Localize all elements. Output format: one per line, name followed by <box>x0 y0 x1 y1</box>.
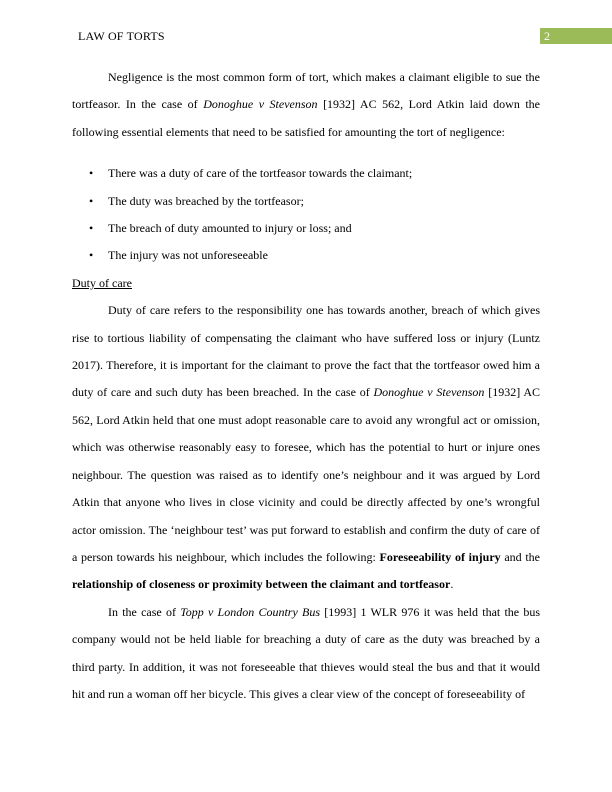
topp-paragraph <box>72 599 540 709</box>
case-citation: Donoghue v Stevenson <box>203 97 318 112</box>
duty-paragraph <box>72 297 540 598</box>
list-item-text: The injury was not unforeseeable <box>108 248 268 263</box>
list-item-text: The duty was breached by the tortfeasor; <box>108 193 304 208</box>
list-item-text: There was a duty of care of the tortfeasor towards the claimant; <box>108 166 413 181</box>
topp-text: In the case of <box>108 604 181 619</box>
list-item <box>72 160 540 187</box>
case-citation: Topp v London Country Bus <box>180 604 321 619</box>
duty-text-cont: [1932] AC 562, Lord Atkin held that one must adopt reasonable care to avoid any wrongful act or omission, which was otherwise reasonably easy to foresee, which has the potential to hurt or injure ones neighbour. The question was raised as to identify one’s neighbour and it was argued by Lord Atkin that anyone who lives in close vicinity and could be directly affected by one’s wrongful actor omission. The ‘neighbour test’ was put forward to establish and confirm the duty of care of a person towards his neighbour, which includes the following: <box>72 385 540 564</box>
intro-text: Negligence is the most common form of tort, which makes a claimant eligible to sue the tortfeasor. In the case of <box>72 70 540 112</box>
bullet-icon: • <box>89 221 94 236</box>
list-item <box>72 188 540 215</box>
key-term: Foreseeability of injury <box>379 549 501 564</box>
elements-list <box>72 160 540 270</box>
intro-text-cont: [1932] AC 562, Lord Atkin laid down the following essential elements that need to be satisfied for amounting the tort of negligence: <box>72 97 540 139</box>
header-title: LAW OF TORTS <box>78 29 165 43</box>
section-heading: Duty of care <box>72 275 132 290</box>
page-number: 2 <box>540 28 612 44</box>
duty-text-end: . <box>450 577 454 592</box>
intro-paragraph <box>72 64 540 146</box>
document-body <box>72 64 540 708</box>
key-term: relationship of closeness or proximity between the claimant and tortfeasor <box>72 577 451 592</box>
bullet-icon: • <box>89 166 94 181</box>
bullet-icon: • <box>89 248 94 263</box>
duty-text: Duty of care refers to the responsibility one has towards another, breach of which gives rise to tortious liability of compensating the claimant who have suffered loss or injury (Luntz 2017). Therefore, it is important for the claimant to prove the fact that the tortfeasor owed him a duty of care and such duty has been breached. In the case of <box>72 303 540 400</box>
list-item-text: The breach of duty amounted to injury or loss; and <box>108 221 352 236</box>
case-citation: Donoghue v Stevenson <box>373 385 485 400</box>
topp-text-cont: [1993] 1 WLR 976 it was held that the bus company would not be held liable for breaching a duty of care as the duty was breached by a third party. In addition, it was not foreseeable that thieves would steal the bus and that it would hit and run a woman off her bicycle. This gives a clear view of the concept of foreseeability of <box>72 604 541 701</box>
duty-text-joiner: and the <box>500 549 540 564</box>
list-item <box>72 215 540 242</box>
bullet-icon: • <box>89 193 94 208</box>
list-item <box>72 242 540 269</box>
